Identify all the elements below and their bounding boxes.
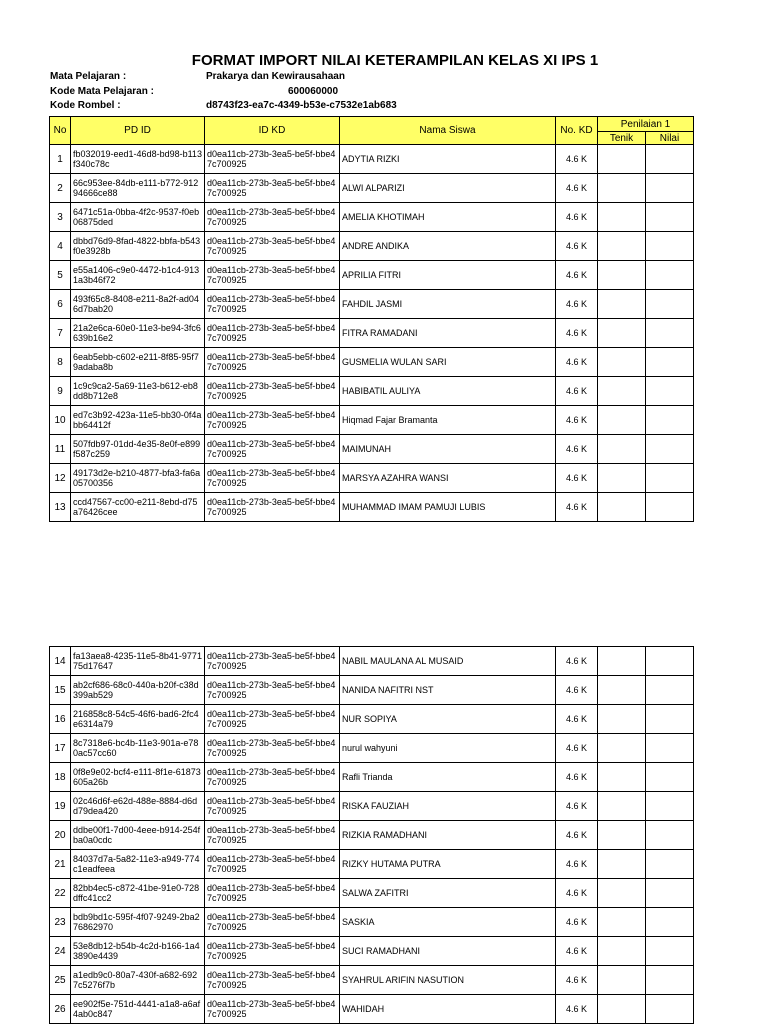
pd-id-cell: 6471c51a-0bba-4f2c-9537-f0eb06875ded (71, 203, 205, 232)
table-row (50, 734, 694, 763)
student-name-cell: SYAHRUL ARIFIN NASUTION (340, 966, 556, 995)
pd-id-cell: a1edb9c0-80a7-430f-a682-6927c5276f7b (71, 966, 205, 995)
mapel-value: Prakarya dan Kewirausahaan (206, 71, 345, 82)
teknik-input-cell[interactable] (598, 995, 646, 1024)
table-row (50, 763, 694, 792)
table-row (50, 850, 694, 879)
id-kd-cell: d0ea11cb-273b-3ea5-be5f-bbe47c700925 (205, 493, 340, 522)
pd-id-cell: bdb9bd1c-595f-4f07-9249-2ba276862970 (71, 908, 205, 937)
nilai-input-cell[interactable] (646, 908, 694, 937)
nilai-input-cell[interactable] (646, 937, 694, 966)
id-kd-cell: d0ea11cb-273b-3ea5-be5f-bbe47c700925 (205, 435, 340, 464)
id-kd-cell: d0ea11cb-273b-3ea5-be5f-bbe47c700925 (205, 319, 340, 348)
nilai-input-cell[interactable] (646, 406, 694, 435)
nilai-input-cell[interactable] (646, 995, 694, 1024)
table-row (50, 261, 694, 290)
table-row (50, 319, 694, 348)
student-name-cell: MARSYA AZAHRA WANSI (340, 464, 556, 493)
table-row (50, 937, 694, 966)
table-row (50, 879, 694, 908)
teknik-input-cell[interactable] (598, 937, 646, 966)
table-row (50, 705, 694, 734)
pd-id-cell: 02c46d6f-e62d-488e-8884-d6dd79dea420 (71, 792, 205, 821)
id-kd-cell: d0ea11cb-273b-3ea5-be5f-bbe47c700925 (205, 203, 340, 232)
student-name-cell: NANIDA NAFITRI NST (340, 676, 556, 705)
nilai-input-cell[interactable] (646, 763, 694, 792)
grades-table-page1 (49, 116, 694, 522)
teknik-input-cell[interactable] (598, 261, 646, 290)
no-kd-cell: 4.6 K (556, 850, 598, 879)
table-row (50, 348, 694, 377)
id-kd-cell: d0ea11cb-273b-3ea5-be5f-bbe47c700925 (205, 792, 340, 821)
id-kd-cell: d0ea11cb-273b-3ea5-be5f-bbe47c700925 (205, 145, 340, 174)
student-name-cell: ANDRE ANDIKA (340, 232, 556, 261)
no-kd-cell: 4.6 K (556, 647, 598, 676)
id-kd-cell: d0ea11cb-273b-3ea5-be5f-bbe47c700925 (205, 290, 340, 319)
nilai-input-cell[interactable] (646, 145, 694, 174)
table-row (50, 908, 694, 937)
row-number: 10 (50, 406, 71, 435)
pd-id-cell: ed7c3b92-423a-11e5-bb30-0f4abb64412f (71, 406, 205, 435)
table-row (50, 174, 694, 203)
row-number: 15 (50, 676, 71, 705)
pd-id-cell: 49173d2e-b210-4877-bfa3-fa6a05700356 (71, 464, 205, 493)
row-number: 9 (50, 377, 71, 406)
table-row (50, 995, 694, 1024)
table-row (50, 203, 694, 232)
student-name-cell: nurul wahyuni (340, 734, 556, 763)
no-kd-cell: 4.6 K (556, 493, 598, 522)
pd-id-cell: 0f8e9e02-bcf4-e111-8f1e-61873605a26b (71, 763, 205, 792)
student-name-cell: Hiqmad Fajar Bramanta (340, 406, 556, 435)
table-row (50, 676, 694, 705)
teknik-input-cell[interactable] (598, 435, 646, 464)
student-name-cell: ADYTIA RIZKI (340, 145, 556, 174)
teknik-input-cell[interactable] (598, 792, 646, 821)
student-name-cell: RIZKY HUTAMA PUTRA (340, 850, 556, 879)
teknik-input-cell[interactable] (598, 908, 646, 937)
header-nama-siswa: Nama Siswa (340, 117, 556, 145)
teknik-input-cell[interactable] (598, 676, 646, 705)
teknik-input-cell[interactable] (598, 174, 646, 203)
nilai-input-cell[interactable] (646, 821, 694, 850)
row-number: 1 (50, 145, 71, 174)
row-number: 16 (50, 705, 71, 734)
row-number: 6 (50, 290, 71, 319)
teknik-input-cell[interactable] (598, 821, 646, 850)
row-number: 14 (50, 647, 71, 676)
id-kd-cell: d0ea11cb-273b-3ea5-be5f-bbe47c700925 (205, 261, 340, 290)
student-name-cell: ALWI ALPARIZI (340, 174, 556, 203)
nilai-input-cell[interactable] (646, 435, 694, 464)
student-name-cell: GUSMELIA WULAN SARI (340, 348, 556, 377)
nilai-input-cell[interactable] (646, 261, 694, 290)
kode-rombel-value: d8743f23-ea7c-4349-b53e-c7532e1ab683 (206, 100, 397, 111)
kode-mapel-label: Kode Mata Pelajaran : (50, 86, 154, 97)
teknik-input-cell[interactable] (598, 464, 646, 493)
nilai-input-cell[interactable] (646, 493, 694, 522)
teknik-input-cell[interactable] (598, 290, 646, 319)
no-kd-cell: 4.6 K (556, 348, 598, 377)
kode-rombel-label: Kode Rombel : (50, 100, 121, 111)
pd-id-cell: ddbe00f1-7d00-4eee-b914-254fba0a0cdc (71, 821, 205, 850)
row-number: 25 (50, 966, 71, 995)
table-row (50, 290, 694, 319)
id-kd-cell: d0ea11cb-273b-3ea5-be5f-bbe47c700925 (205, 908, 340, 937)
teknik-input-cell[interactable] (598, 145, 646, 174)
row-number: 7 (50, 319, 71, 348)
pd-id-cell: 84037d7a-5a82-11e3-a949-774c1eadfeea (71, 850, 205, 879)
pd-id-cell: dbbd76d9-8fad-4822-bbfa-b543f0e3928b (71, 232, 205, 261)
nilai-input-cell[interactable] (646, 676, 694, 705)
header-nilai: Nilai (646, 132, 694, 145)
table-row (50, 464, 694, 493)
pd-id-cell: 1c9c9ca2-5a69-11e3-b612-eb8dd8b712e8 (71, 377, 205, 406)
no-kd-cell: 4.6 K (556, 232, 598, 261)
pd-id-cell: 493f65c8-8408-e211-8a2f-ad046d7bab20 (71, 290, 205, 319)
id-kd-cell: d0ea11cb-273b-3ea5-be5f-bbe47c700925 (205, 763, 340, 792)
row-number: 21 (50, 850, 71, 879)
student-name-cell: HABIBATIL AULIYA (340, 377, 556, 406)
row-number: 23 (50, 908, 71, 937)
student-name-cell: AMELIA KHOTIMAH (340, 203, 556, 232)
no-kd-cell: 4.6 K (556, 995, 598, 1024)
id-kd-cell: d0ea11cb-273b-3ea5-be5f-bbe47c700925 (205, 464, 340, 493)
student-name-cell: MAIMUNAH (340, 435, 556, 464)
nilai-input-cell[interactable] (646, 966, 694, 995)
no-kd-cell: 4.6 K (556, 464, 598, 493)
id-kd-cell: d0ea11cb-273b-3ea5-be5f-bbe47c700925 (205, 995, 340, 1024)
id-kd-cell: d0ea11cb-273b-3ea5-be5f-bbe47c700925 (205, 348, 340, 377)
row-number: 20 (50, 821, 71, 850)
id-kd-cell: d0ea11cb-273b-3ea5-be5f-bbe47c700925 (205, 647, 340, 676)
document-title: FORMAT IMPORT NILAI KETERAMPILAN KELAS XI IPS 1 (191, 52, 599, 69)
id-kd-cell: d0ea11cb-273b-3ea5-be5f-bbe47c700925 (205, 377, 340, 406)
row-number: 5 (50, 261, 71, 290)
teknik-input-cell[interactable] (598, 966, 646, 995)
teknik-input-cell[interactable] (598, 203, 646, 232)
teknik-input-cell[interactable] (598, 377, 646, 406)
header-pd-id: PD ID (71, 117, 205, 145)
table-row (50, 145, 694, 174)
id-kd-cell: d0ea11cb-273b-3ea5-be5f-bbe47c700925 (205, 879, 340, 908)
id-kd-cell: d0ea11cb-273b-3ea5-be5f-bbe47c700925 (205, 850, 340, 879)
teknik-input-cell[interactable] (598, 705, 646, 734)
student-name-cell: NABIL MAULANA AL MUSAID (340, 647, 556, 676)
no-kd-cell: 4.6 K (556, 261, 598, 290)
no-kd-cell: 4.6 K (556, 290, 598, 319)
nilai-input-cell[interactable] (646, 174, 694, 203)
table-row (50, 966, 694, 995)
nilai-input-cell[interactable] (646, 705, 694, 734)
no-kd-cell: 4.6 K (556, 879, 598, 908)
student-name-cell: FITRA RAMADANI (340, 319, 556, 348)
student-name-cell: Rafli Trianda (340, 763, 556, 792)
student-name-cell: NUR SOPIYA (340, 705, 556, 734)
pd-id-cell: ccd47567-cc00-e211-8ebd-d75a76426cee (71, 493, 205, 522)
no-kd-cell: 4.6 K (556, 821, 598, 850)
row-number: 12 (50, 464, 71, 493)
nilai-input-cell[interactable] (646, 377, 694, 406)
no-kd-cell: 4.6 K (556, 203, 598, 232)
table-row (50, 232, 694, 261)
id-kd-cell: d0ea11cb-273b-3ea5-be5f-bbe47c700925 (205, 174, 340, 203)
no-kd-cell: 4.6 K (556, 145, 598, 174)
id-kd-cell: d0ea11cb-273b-3ea5-be5f-bbe47c700925 (205, 734, 340, 763)
teknik-input-cell[interactable] (598, 348, 646, 377)
row-number: 17 (50, 734, 71, 763)
no-kd-cell: 4.6 K (556, 676, 598, 705)
no-kd-cell: 4.6 K (556, 734, 598, 763)
pd-id-cell: fa13aea8-4235-11e5-8b41-977175d17647 (71, 647, 205, 676)
no-kd-cell: 4.6 K (556, 377, 598, 406)
table-row (50, 792, 694, 821)
no-kd-cell: 4.6 K (556, 406, 598, 435)
no-kd-cell: 4.6 K (556, 792, 598, 821)
id-kd-cell: d0ea11cb-273b-3ea5-be5f-bbe47c700925 (205, 406, 340, 435)
id-kd-cell: d0ea11cb-273b-3ea5-be5f-bbe47c700925 (205, 705, 340, 734)
student-name-cell: SALWA ZAFITRI (340, 879, 556, 908)
no-kd-cell: 4.6 K (556, 705, 598, 734)
table-row (50, 647, 694, 676)
grades-table-page2 (49, 646, 694, 1024)
id-kd-cell: d0ea11cb-273b-3ea5-be5f-bbe47c700925 (205, 966, 340, 995)
no-kd-cell: 4.6 K (556, 937, 598, 966)
pd-id-cell: 53e8db12-b54b-4c2d-b166-1a43890e4439 (71, 937, 205, 966)
student-name-cell: RIZKIA RAMADHANI (340, 821, 556, 850)
table-row (50, 406, 694, 435)
row-number: 8 (50, 348, 71, 377)
kode-mapel-value: 600060000 (288, 86, 339, 97)
header-no: No (50, 117, 71, 145)
teknik-input-cell[interactable] (598, 232, 646, 261)
row-number: 22 (50, 879, 71, 908)
student-name-cell: RISKA FAUZIAH (340, 792, 556, 821)
no-kd-cell: 4.6 K (556, 435, 598, 464)
header-no-kd: No. KD (556, 117, 598, 145)
nilai-input-cell[interactable] (646, 647, 694, 676)
no-kd-cell: 4.6 K (556, 174, 598, 203)
pd-id-cell: 66c953ee-84db-e111-b772-91294666ce88 (71, 174, 205, 203)
row-number: 19 (50, 792, 71, 821)
row-number: 11 (50, 435, 71, 464)
mapel-label: Mata Pelajaran : (50, 71, 127, 82)
pd-id-cell: 82bb4ec5-c872-41be-91e0-728dffc41cc2 (71, 879, 205, 908)
id-kd-cell: d0ea11cb-273b-3ea5-be5f-bbe47c700925 (205, 676, 340, 705)
teknik-input-cell[interactable] (598, 879, 646, 908)
nilai-input-cell[interactable] (646, 850, 694, 879)
header-id-kd: ID KD (205, 117, 340, 145)
table-row (50, 821, 694, 850)
student-name-cell: APRILIA FITRI (340, 261, 556, 290)
row-number: 2 (50, 174, 71, 203)
teknik-input-cell[interactable] (598, 406, 646, 435)
nilai-input-cell[interactable] (646, 232, 694, 261)
no-kd-cell: 4.6 K (556, 319, 598, 348)
row-number: 24 (50, 937, 71, 966)
pd-id-cell: 216858c8-54c5-46f6-bad6-2fc4e6314a79 (71, 705, 205, 734)
no-kd-cell: 4.6 K (556, 966, 598, 995)
teknik-input-cell[interactable] (598, 763, 646, 792)
no-kd-cell: 4.6 K (556, 763, 598, 792)
nilai-input-cell[interactable] (646, 290, 694, 319)
table-row (50, 435, 694, 464)
pd-id-cell: 507fdb97-01dd-4e35-8e0f-e899f587c259 (71, 435, 205, 464)
row-number: 4 (50, 232, 71, 261)
pd-id-cell: 6eab5ebb-c602-e211-8f85-95f79adaba8b (71, 348, 205, 377)
nilai-input-cell[interactable] (646, 319, 694, 348)
row-number: 18 (50, 763, 71, 792)
pd-id-cell: e55a1406-c9e0-4472-b1c4-9131a3b46f72 (71, 261, 205, 290)
pd-id-cell: 21a2e6ca-60e0-11e3-be94-3fc6639b16e2 (71, 319, 205, 348)
nilai-input-cell[interactable] (646, 792, 694, 821)
teknik-input-cell[interactable] (598, 493, 646, 522)
student-name-cell: SASKIA (340, 908, 556, 937)
header-teknik: Tenik (598, 132, 646, 145)
teknik-input-cell[interactable] (598, 319, 646, 348)
pd-id-cell: ee902f5e-751d-4441-a1a8-a6af4ab0c847 (71, 995, 205, 1024)
pd-id-cell: ab2cf686-68c0-440a-b20f-c38d399ab529 (71, 676, 205, 705)
student-name-cell: SUCI RAMADHANI (340, 937, 556, 966)
student-name-cell: WAHIDAH (340, 995, 556, 1024)
pd-id-cell: fb032019-eed1-46d8-bd98-b113f340c78c (71, 145, 205, 174)
id-kd-cell: d0ea11cb-273b-3ea5-be5f-bbe47c700925 (205, 821, 340, 850)
student-name-cell: MUHAMMAD IMAM PAMUJI LUBIS (340, 493, 556, 522)
pd-id-cell: 8c7318e6-bc4b-11e3-901a-e780ac57cc60 (71, 734, 205, 763)
row-number: 26 (50, 995, 71, 1024)
header-penilaian: Penilaian 1 (598, 117, 694, 132)
nilai-input-cell[interactable] (646, 879, 694, 908)
teknik-input-cell[interactable] (598, 647, 646, 676)
teknik-input-cell[interactable] (598, 850, 646, 879)
nilai-input-cell[interactable] (646, 348, 694, 377)
nilai-input-cell[interactable] (646, 464, 694, 493)
no-kd-cell: 4.6 K (556, 908, 598, 937)
row-number: 3 (50, 203, 71, 232)
table-row (50, 377, 694, 406)
id-kd-cell: d0ea11cb-273b-3ea5-be5f-bbe47c700925 (205, 232, 340, 261)
table-row (50, 493, 694, 522)
student-name-cell: FAHDIL JASMI (340, 290, 556, 319)
id-kd-cell: d0ea11cb-273b-3ea5-be5f-bbe47c700925 (205, 937, 340, 966)
row-number: 13 (50, 493, 71, 522)
nilai-input-cell[interactable] (646, 203, 694, 232)
nilai-input-cell[interactable] (646, 734, 694, 763)
teknik-input-cell[interactable] (598, 734, 646, 763)
